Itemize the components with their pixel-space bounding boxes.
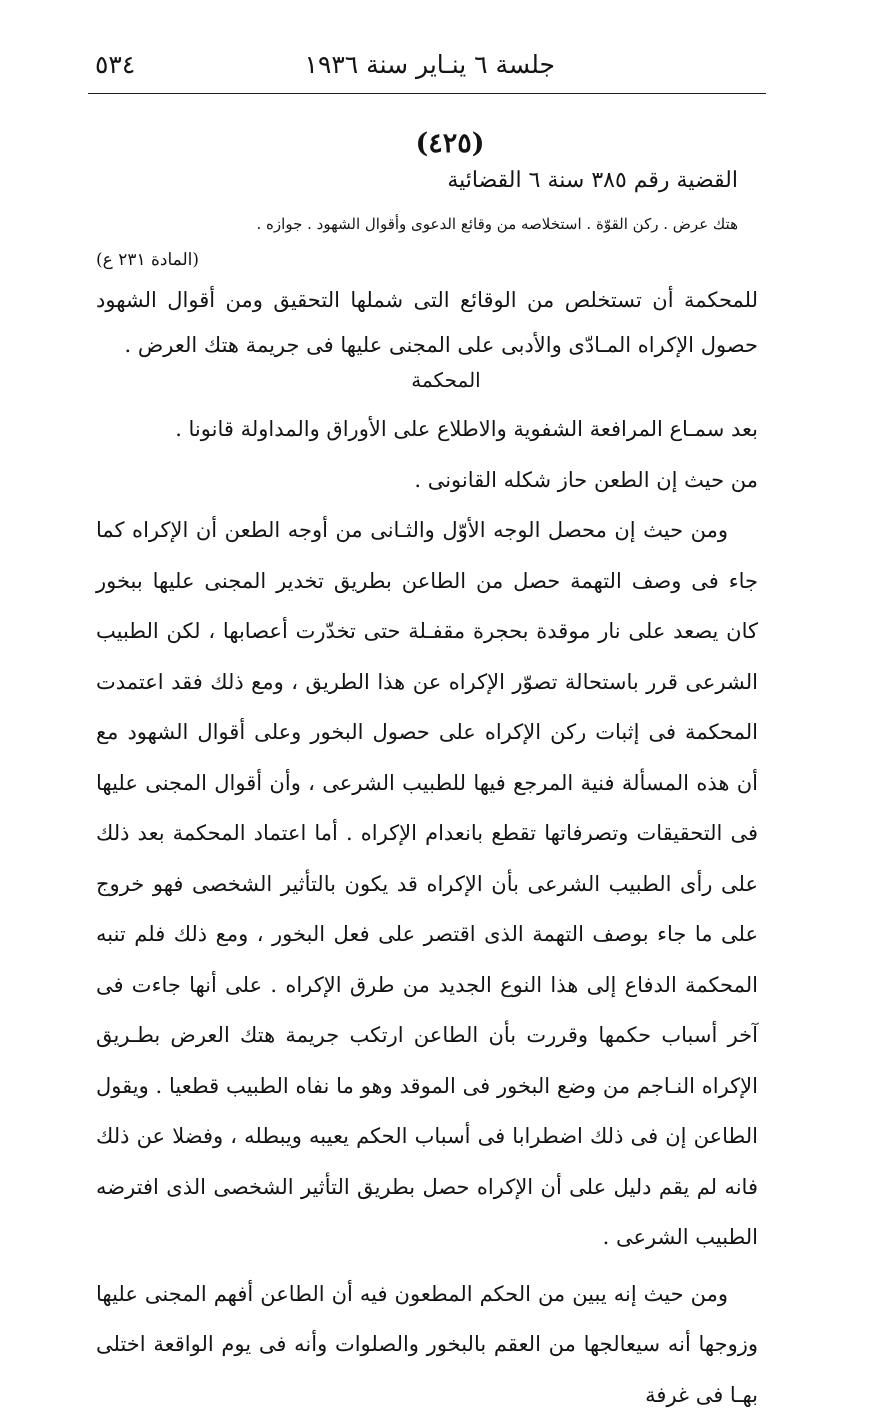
paragraph-grounds: ومن حيث إن محصل الوجه الأوّل والثـانى من أوجه الطعن أن الإكراه كما جاء فى وصف التهمة حصل من الطاعن بطريق تخدير المجنى عليها ببخور كان يصعد على نار موقدة بحجرة مقفـلة حتى تخدّرت أعصابها ، لكن الطبيب الشرعى قرر باستحالة تصوّر الإكراه عن هذا الطريق ، ومع ذلك فقد اعتمدت المحكمة فى إثبات ركن الإكراه على حصول البخور وعلى أقوال الشهود مع أن هذه المسألة فنية المرجع فيها للطبيب الشرعى ، وأن أقوال المجنى عليها فى التحقيقات وتصرفاتها تقطع بانعدام الإكراه . أما اعتماد المحكمة بعد ذلك على رأى الطبيب الشرعى بأن الإكراه قد يكون بالتأثير الشخصى فهو خروج على ما جاء بوصف التهمة الذى اقتصر على فعل البخور ، ومع ذلك فلم تنبه المحكمة الدفاع إلى هذا النوع الجديد من طرق الإكراه . على أنها جاءت فى آخر أسباب حكمها وقررت بأن الطاعن ارتكب جريمة هتك العرض بطـريق الإكراه النـاجم من وضع البخور فى الموقد وهو ما نفاه الطبيب قطعيا . ويقول الطاعن إن فى ذلك اضطرابا فى أسباب الحكم يعيبه ويبطله ، وفضلا عن ذلك فانه لم يقم دليل على أن الإكراه حصل بطريق التأثير الشخصى الذى افترضه الطبيب الشرعى . bbox=[96, 505, 758, 1263]
case-number: (٤٢٥) bbox=[0, 128, 886, 159]
paragraph-form: من حيث إن الطعن حاز شكله القانونى . bbox=[96, 455, 758, 506]
header-divider bbox=[88, 93, 766, 94]
case-reference: القضية رقم ٣٨٥ سنة ٦ القضائية bbox=[447, 168, 738, 193]
session-date-header: جلسة ٦ ينـاير سنة ١٩٣٦ bbox=[305, 50, 555, 79]
article-reference: (المادة ٢٣١ ع) bbox=[96, 250, 199, 270]
judgment-body bbox=[96, 404, 758, 1420]
legal-principle: للمحكمة أن تستخلص من الوقائع التى شملها التحقيق ومن أقوال الشهود حصول الإكراه المـادّى والأدبى على المجنى عليها فى جريمة هتك العرض . bbox=[96, 278, 758, 368]
court-heading: المحكمة bbox=[0, 368, 886, 392]
paragraph-findings: ومن حيث إنه يبين من الحكم المطعون فيه أن الطاعن أفهم المجنى عليها وزوجها أنه سيعالجها من العقم بالبخور والصلوات وأنه فى يوم الواقعة اختلى بهـا فى غرفة bbox=[96, 1269, 758, 1420]
case-keywords: هتك عرض . ركن القوّة . استخلاصه من وقائع الدعوى وأقوال الشهود . جوازه . bbox=[257, 215, 738, 233]
page-header bbox=[95, 46, 765, 86]
paragraph-hearing: بعد سمـاع المرافعة الشفوية والاطلاع على الأوراق والمداولة قانونا . bbox=[96, 404, 758, 455]
page-number: ٥٣٤ bbox=[95, 50, 135, 79]
